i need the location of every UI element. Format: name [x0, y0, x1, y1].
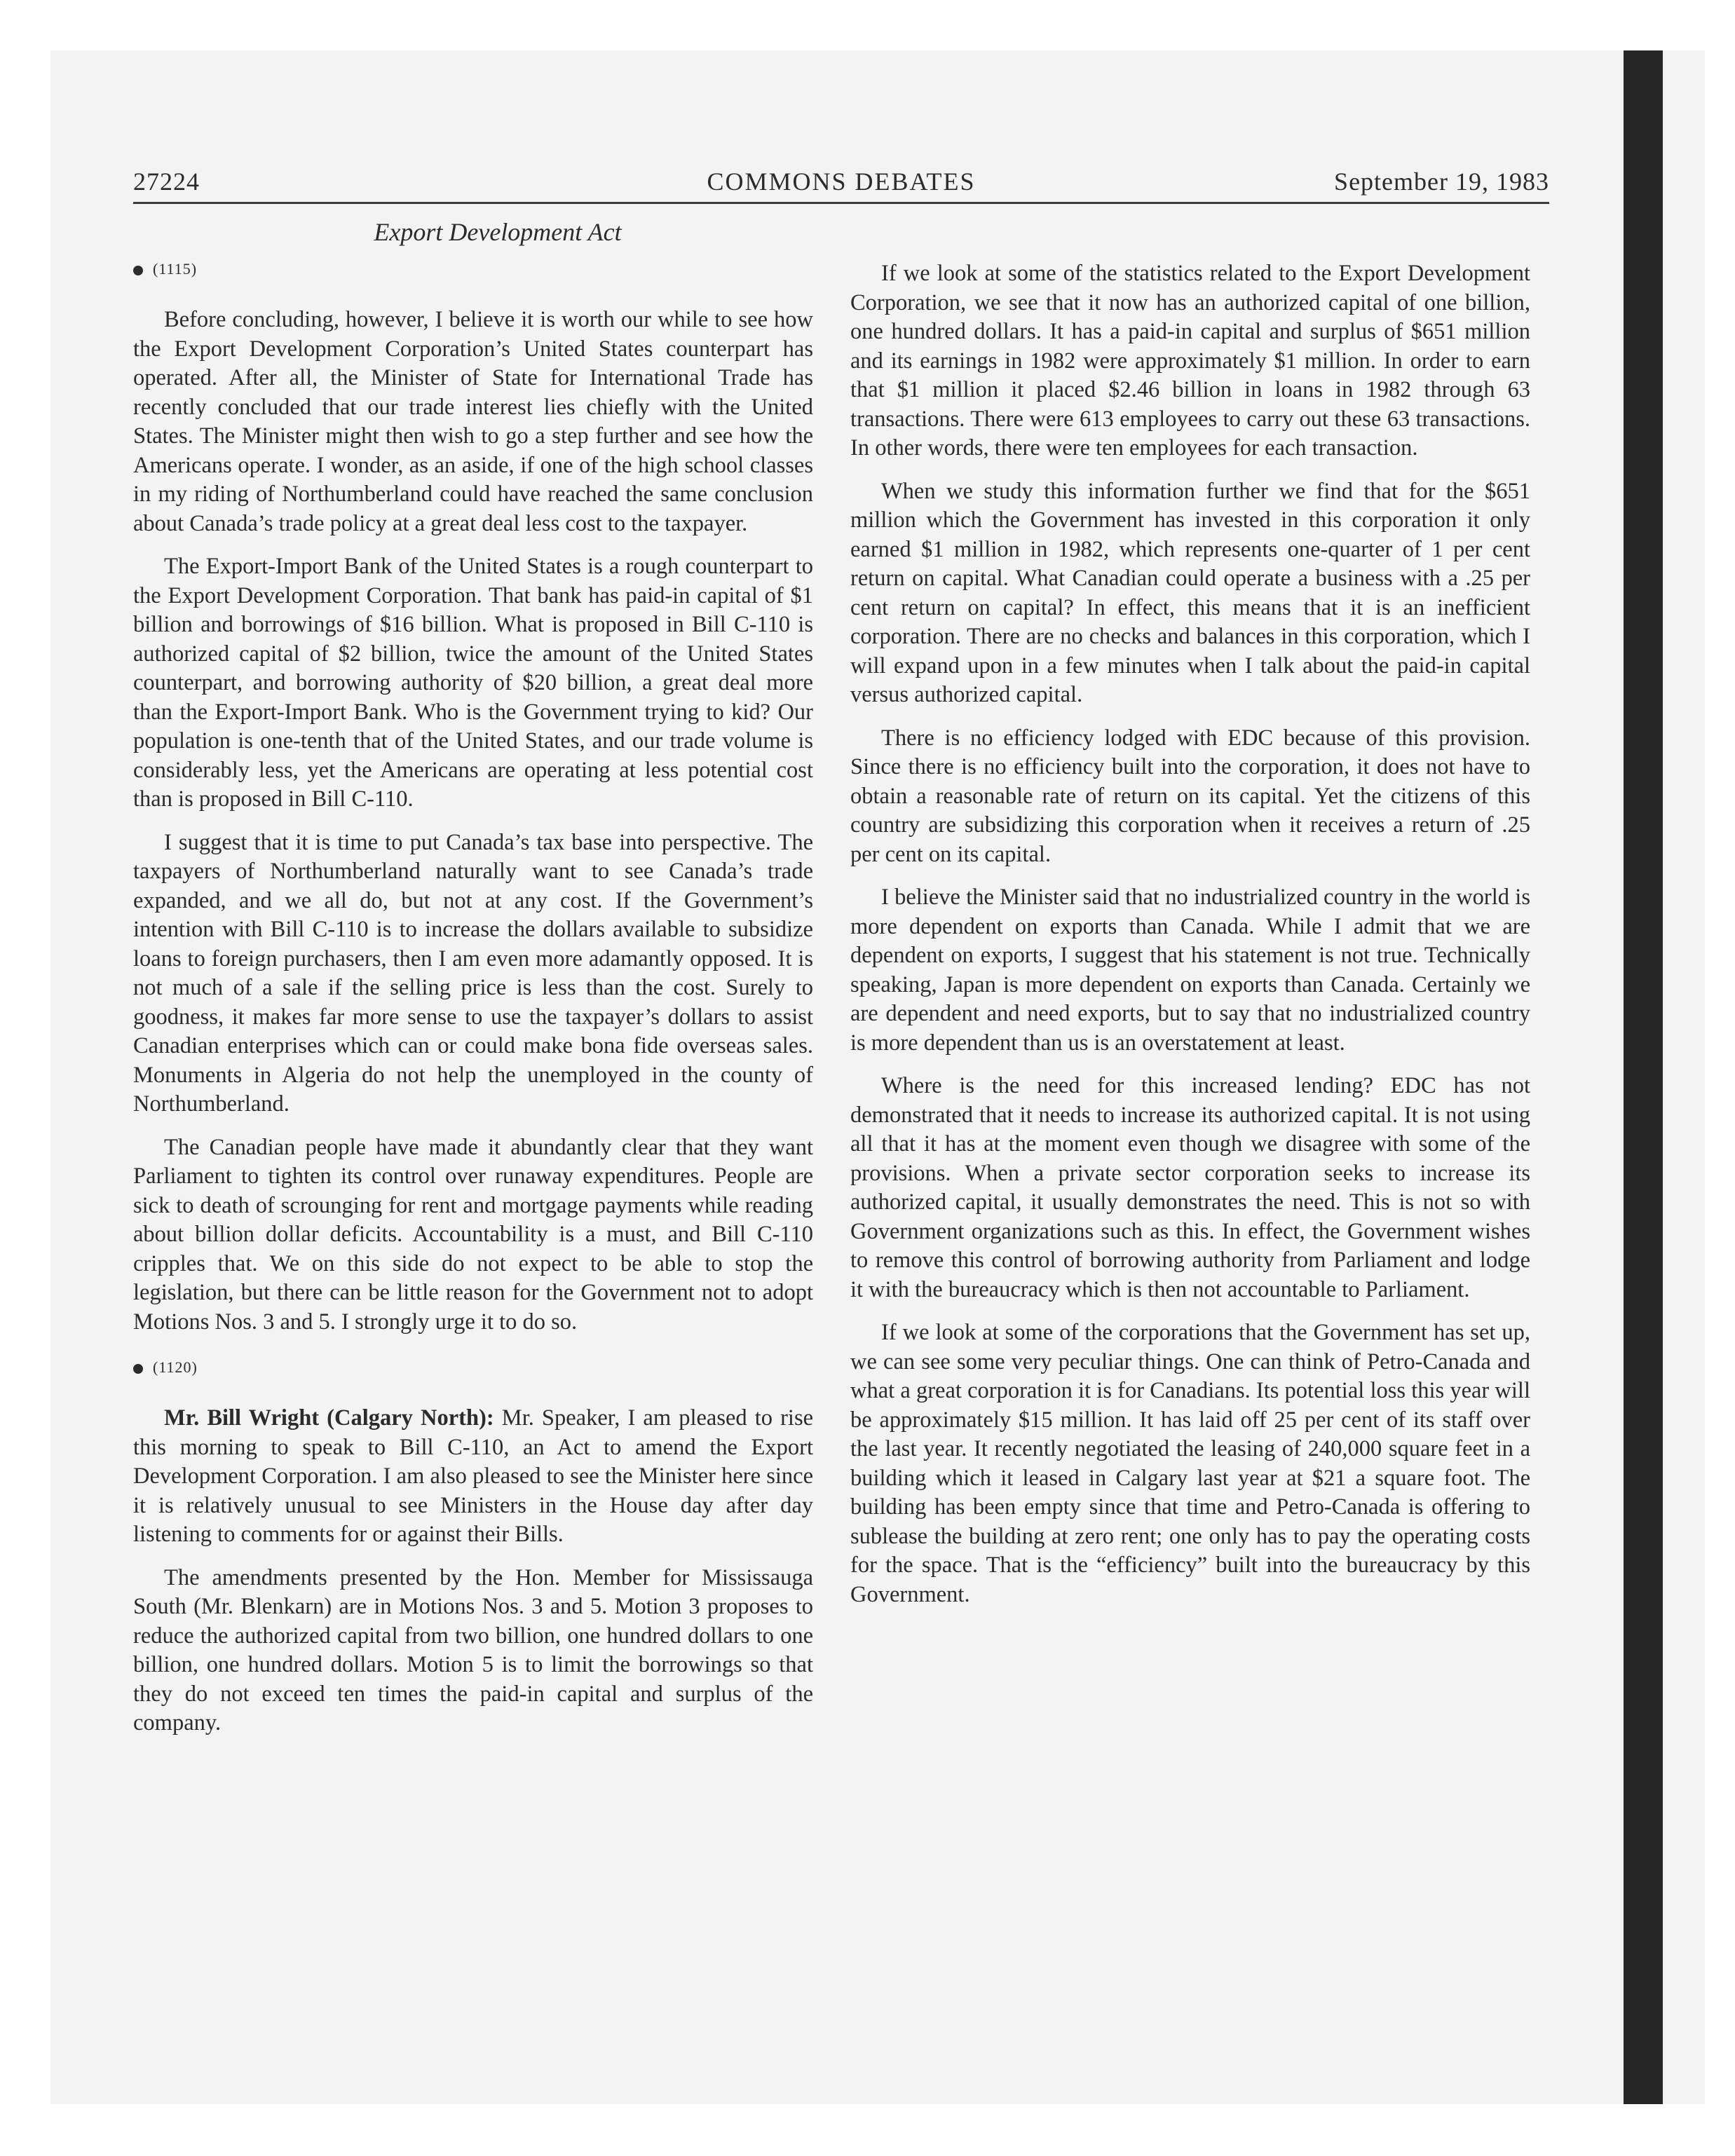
page-number: 27224: [133, 168, 200, 196]
section-title: Export Development Act: [374, 218, 622, 246]
paragraph: Before concluding, however, I believe it is worth our while to see how the Export Development Corporation’s United States counterpart has operated. After all, the Minister of State for International Trade has recently concluded that our trade interest lies chiefly with the United States. The Minister might then wish to go a step further and see how the Americans operate. I wonder, as an aside, if one of the high school classes in my riding of Northumberland could have reached the same conclusion about Canada’s trade policy at a great deal less cost to the taxpayer.: [133, 307, 813, 536]
scan-edge-shadow: [1624, 50, 1663, 2104]
paragraph: The Export-Import Bank of the United States is a rough counterpart to the Export Development Corporation. That bank has paid-in capital of $1 billion and borrowings of $16 billion. What is proposed in Bill C-110 is authorized capital of $2 billion, twice the amount of the United States counterpart, and borrowing authority of $20 billion, a great deal more than the Export-Import Bank. Who is the Government trying to kid? Our population is one-tenth that of the United States, and our trade volume is considerably less, yet the Americans are operating at less potential cost than is proposed in Bill C-110.: [133, 554, 813, 812]
paragraph: The Canadian people have made it abundantly clear that they want Parliament to tighten its control over runaway expenditures. People are sick to death of scrounging for rent and mortgage payments while reading about billion dollar deficits. Accountability is a must, and Bill C-110 cripples that. We on this side do not expect to be able to stop the legislation, but there can be little reason for the Government not to adopt Motions Nos. 3 and 5. I strongly urge it to do so.: [133, 1134, 813, 1335]
time-marker-label: (1115): [153, 260, 198, 278]
left-column: [133, 259, 813, 1752]
paragraph: Where is the need for this increased lending? EDC has not demonstrated that it needs to increase its authorized capital. It is not using all that it has at the moment even though we disagree with some of the provisions. When a private sector corporation seeks to increase its authorized capital, it usually demonstrates the need. This is not so with Government organizations such as this. In effect, the Government wishes to remove this control of borrowing authority from Parliament and lodge it with the bureaucracy which is then not accountable to Parliament.: [850, 1073, 1530, 1302]
speaker-paragraph: [133, 1404, 813, 1550]
bullet-dot-icon: [133, 1364, 143, 1374]
paragraph: I suggest that it is time to put Canada’s tax base into perspective. The taxpayers of Northumberland naturally want to see Canada’s trade expanded, and we all do, but not at any cost. If the Government’s intention with Bill C-110 is to increase the dollars available to subsidize loans to foreign purchasers, then I am even more adamantly opposed. It is not much of a sale if the selling price is less than the cost. Surely to goodness, it makes far more sense to use the taxpayer’s dollars to assist Canadian enterprises which can or could make bona fide overseas sales. Monuments in Algeria do not help the unemployed in the county of Northumberland.: [133, 829, 813, 1117]
bullet-dot-icon: [133, 266, 143, 275]
publication-title: COMMONS DEBATES: [707, 168, 976, 196]
publication-date: September 19, 1983: [1334, 168, 1549, 196]
time-marker: [133, 1358, 813, 1377]
paragraph: The amendments presented by the Hon. Member for Mississauga South (Mr. Blenkarn) are in Motions Nos. 3 and 5. Motion 3 proposes to reduce the authorized capital from two billion, one hundred dollars to one billion, one hundred dollars. Motion 5 is to limit the borrowings so that they do not exceed ten times the paid-in capital and surplus of the company.: [133, 1564, 813, 1735]
speaker-text: Mr. Speaker, I am pleased to rise this morning to speak to Bill C-110, an Act to amend the Export Development Corporation. I am also pleased to see the Minister here since it is relatively unusual to see Ministers in the House day after day listening to comments for or against their Bills.: [133, 1405, 814, 1547]
page-header: [133, 167, 1549, 204]
speaker-name: Mr. Bill Wright (Calgary North):: [164, 1405, 494, 1431]
paragraph: If we look at some of the corporations that the Government has set up, we can see some very peculiar things. One can think of Petro-Canada and what a great corporation it is for Canadians. Its potential loss this year will be approximately $15 million. It has laid off 25 per cent of its staff over the last year. It recently negotiated the leasing of 240,000 square feet in a building which it leased in Calgary last year at $21 a square foot. The building has been empty since that time and Petro-Canada is offering to sublease the building at zero rent; one only has to pay the operating costs for the space. That is the “efficiency” built into the bureaucracy by this Government.: [850, 1320, 1530, 1607]
paragraph: There is no efficiency lodged with EDC because of this provision. Since there is no efficiency built into the corporation, it does not have to obtain a reasonable rate of return on its capital. Yet the citizens of this country are subsidizing this corporation when it receives a return of .25 per cent on its capital.: [850, 725, 1530, 867]
right-column: [850, 259, 1530, 1623]
time-marker: [133, 259, 813, 279]
paragraph: When we study this information further we find that for the $651 million which the Government has invested in this corporation it only earned $1 million in 1982, which represents one-quarter of 1 per cent return on capital. What Canadian could operate a business with a .25 per cent return on capital? In effect, this means that it is an inefficient corporation. There are no checks and balances in this corporation, which I will expand upon in a few minutes when I talk about the paid-in capital versus authorized capital.: [850, 478, 1530, 707]
paragraph: I believe the Minister said that no industrialized country in the world is more dependent on exports than Canada. While I admit that we are dependent on exports, I suggest that his statement is not true. Technically speaking, Japan is more dependent on exports than Canada. Certainly we are dependent and need exports, but to say that no industrialized country is more dependent than us is an overstatement at least.: [850, 885, 1530, 1056]
paragraph: If we look at some of the statistics related to the Export Development Corporation, we see that it now has an authorized capital of one billion, one hundred dollars. It has a paid-in capital and surplus of $651 million and its earnings in 1982 were approximately $1 million. In order to earn that $1 million it placed $2.46 billion in loans in 1982 through 63 transactions. There were 613 employees to carry out these 63 transactions. In other words, there were ten employees for each transaction.: [850, 261, 1530, 460]
time-marker-label: (1120): [153, 1358, 198, 1376]
